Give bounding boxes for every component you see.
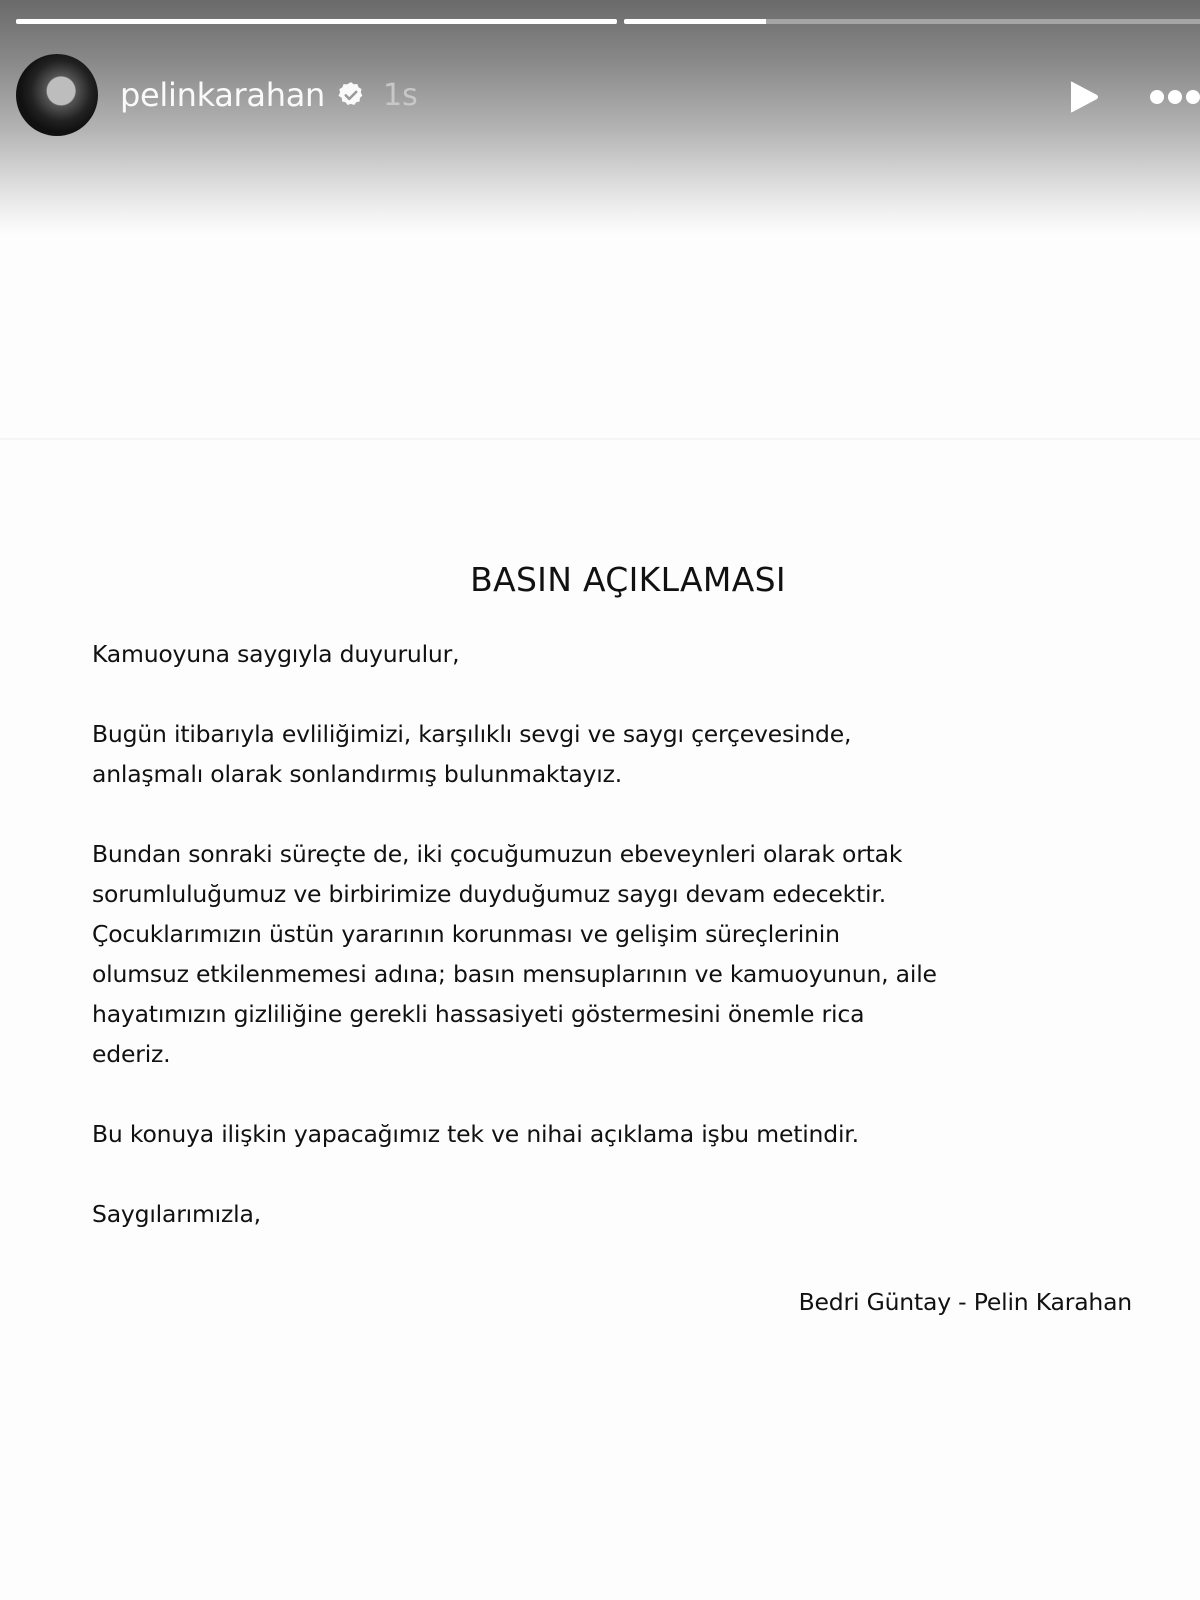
story-progress-bar [16, 19, 1200, 24]
paragraph-3: Bu konuya ilişkin yapacağımız tek ve nihai açıklama işbu metindir. [92, 1120, 859, 1148]
paragraph-2-line: Çocuklarımızın üstün yararının korunması ve gelişim süreçlerinin [92, 920, 840, 948]
verified-badge-icon [337, 81, 365, 109]
more-horizontal-icon[interactable] [1148, 86, 1200, 108]
play-icon[interactable] [1065, 79, 1101, 115]
greeting: Kamuoyuna saygıyla duyurulur, [92, 640, 460, 668]
avatar[interactable] [16, 54, 98, 136]
closing: Saygılarımızla, [92, 1200, 261, 1228]
paragraph-2-line: hayatımızın gizliliğine gerekli hassasiyeti göstermesini önemle rica [92, 1000, 865, 1028]
time-ago: 1s [382, 77, 418, 113]
username[interactable]: pelinkarahan [120, 76, 325, 114]
paragraph-2-line: Bundan sonraki süreçte de, iki çocuğumuzun ebeveynleri olarak ortak [92, 840, 903, 868]
progress-fill-1 [16, 19, 617, 24]
paragraph-1-line: Bugün itibarıyla evliliğimizi, karşılıklı sevgi ve saygı çerçevesinde, [92, 720, 852, 748]
paragraph-2-line: sorumluluğumuz ve birbirimize duyduğumuz saygı devam edecektir. [92, 880, 886, 908]
signature: Bedri Güntay - Pelin Karahan [798, 1288, 1132, 1316]
paragraph-2-line: olumsuz etkilenmemesi adına; basın mensuplarının ve kamuoyunun, aile [92, 960, 937, 988]
progress-segment-1[interactable] [16, 19, 617, 24]
document-title: BASIN AÇIKLAMASI [470, 560, 786, 599]
paragraph-2-line: ederiz. [92, 1040, 171, 1068]
content-divider [0, 438, 1200, 440]
press-release-document [92, 560, 1142, 1316]
progress-fill-2 [624, 19, 766, 24]
paragraph-1-line: anlaşmalı olarak sonlandırmış bulunmaktayız. [92, 760, 622, 788]
progress-segment-2[interactable] [624, 19, 1200, 24]
story-header [16, 54, 1200, 136]
